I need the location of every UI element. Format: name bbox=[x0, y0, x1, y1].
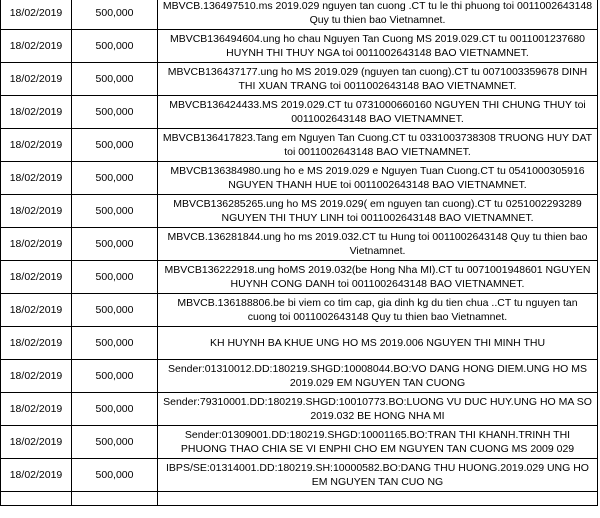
date-cell: 18/02/2019 bbox=[1, 162, 72, 195]
date-cell: 18/02/2019 bbox=[1, 63, 72, 96]
amount-cell: 500,000 bbox=[72, 459, 158, 492]
date-cell: 18/02/2019 bbox=[1, 294, 72, 327]
amount-cell: 500,000 bbox=[72, 393, 158, 426]
description-cell: MBVCB136222918.ung hoMS 2019.032(be Hong Nha MI).CT tu 0071001948601 NGUYEN HUYNH CONG DANH toi 0011002643148 BAO VIETNAMNET. bbox=[158, 261, 598, 294]
date-cell: 18/02/2019 bbox=[1, 96, 72, 129]
amount-cell: 500,000 bbox=[72, 327, 158, 360]
amount-cell: 500,000 bbox=[72, 96, 158, 129]
transaction-table-body bbox=[1, 0, 598, 506]
empty-cell bbox=[1, 492, 72, 506]
date-cell: 18/02/2019 bbox=[1, 360, 72, 393]
table-row bbox=[1, 63, 598, 96]
table-row bbox=[1, 228, 598, 261]
date-cell: 18/02/2019 bbox=[1, 261, 72, 294]
date-cell: 18/02/2019 bbox=[1, 0, 72, 30]
date-cell: 18/02/2019 bbox=[1, 195, 72, 228]
date-cell: 18/02/2019 bbox=[1, 327, 72, 360]
amount-cell: 500,000 bbox=[72, 30, 158, 63]
amount-cell: 500,000 bbox=[72, 294, 158, 327]
amount-cell: 500,000 bbox=[72, 63, 158, 96]
description-cell: IBPS/SE:01314001.DD:180219.SH:10000582.BO:DANG THU HUONG.2019.029 UNG HO EM NGUYEN TAN CUO NG bbox=[158, 459, 598, 492]
table-row bbox=[1, 129, 598, 162]
description-cell: MBVCB136424433.MS 2019.029.CT tu 0731000660160 NGUYEN THI CHUNG THUY toi 0011002643148 BAO VIETNAMNET. bbox=[158, 96, 598, 129]
description-cell: MBVCB136384980.ung ho e MS 2019.029 e Nguyen Tuan Cuong.CT tu 0541000305916 NGUYEN THANH HUE toi 0011002643148 BAO VIETNAMNET. bbox=[158, 162, 598, 195]
amount-cell: 500,000 bbox=[72, 261, 158, 294]
table-row bbox=[1, 261, 598, 294]
amount-cell: 500,000 bbox=[72, 360, 158, 393]
description-cell: MBVCB.136281844.ung ho ms 2019.032.CT tu Hung toi 0011002643148 Quy tu thien bao Vietnamnet. bbox=[158, 228, 598, 261]
empty-cell bbox=[158, 492, 598, 506]
date-cell: 18/02/2019 bbox=[1, 459, 72, 492]
amount-cell: 500,000 bbox=[72, 426, 158, 459]
table-row bbox=[1, 360, 598, 393]
amount-cell: 500,000 bbox=[72, 228, 158, 261]
description-cell: Sender:01309001.DD:180219.SHGD:10001165.BO:TRAN THI KHANH.TRINH THI PHUONG THAO CHIA SE VI ENPHI CHO EM NGUYEN TAN CUONG MS 2009 029 bbox=[158, 426, 598, 459]
amount-cell: 500,000 bbox=[72, 195, 158, 228]
description-cell: MBVCB136417823.Tang em Nguyen Tan Cuong.CT tu 0331003738308 TRUONG HUY DAT toi 0011002643148 BAO VIETNAMNET. bbox=[158, 129, 598, 162]
amount-cell: 500,000 bbox=[72, 0, 158, 30]
date-cell: 18/02/2019 bbox=[1, 228, 72, 261]
description-cell: Sender:79310001.DD:180219.SHGD:10010773.BO:LUONG VU DUC HUY.UNG HO MA SO 2019.032 BE HONG NHA MI bbox=[158, 393, 598, 426]
table-row bbox=[1, 294, 598, 327]
table-row bbox=[1, 426, 598, 459]
description-cell: MBVCB136494604.ung ho chau Nguyen Tan Cuong MS 2019.029.CT tu 0011001237680 HUYNH THI THUY NGA toi 0011002643148 BAO VIETNAMNET. bbox=[158, 30, 598, 63]
date-cell: 18/02/2019 bbox=[1, 129, 72, 162]
date-cell: 18/02/2019 bbox=[1, 426, 72, 459]
description-cell: MBVCB.136188806.be bi viem co tim cap, gia dinh kg du tien chua ..CT tu nguyen tan cuong toi 0011002643148 Quy tu thien bao Vietnamnet. bbox=[158, 294, 598, 327]
table-row bbox=[1, 393, 598, 426]
date-cell: 18/02/2019 bbox=[1, 30, 72, 63]
table-row bbox=[1, 195, 598, 228]
table-row bbox=[1, 0, 598, 30]
description-cell: MBVCB136437177.ung ho MS 2019.029 (nguyen tan cuong).CT tu 0071003359678 DINH THI XUAN TRANG toi 0011002643148 BAO VIETNAMNET. bbox=[158, 63, 598, 96]
date-cell: 18/02/2019 bbox=[1, 393, 72, 426]
table-row bbox=[1, 459, 598, 492]
table-row bbox=[1, 96, 598, 129]
description-cell: MBVCB.136497510.ms 2019.029 nguyen tan cuong .CT tu le thi phuong toi 0011002643148 Quy tu thien bao Vietnamnet. bbox=[158, 0, 598, 30]
description-cell: KH HUYNH BA KHUE UNG HO MS 2019.006 NGUYEN THI MINH THU bbox=[158, 327, 598, 360]
table-row bbox=[1, 162, 598, 195]
description-cell: MBVCB136285265.ung ho MS 2019.029( em nguyen tan cuong).CT tu 0251002293289 NGUYEN THI THUY LINH toi 0011002643148 BAO VIETNAMNET. bbox=[158, 195, 598, 228]
description-cell: Sender:01310012.DD:180219.SHGD:10008044.BO:VO DANG HONG DIEM.UNG HO MS 2019.029 EM NGUYEN TAN CUONG bbox=[158, 360, 598, 393]
table-row-partial bbox=[1, 492, 598, 506]
table-row bbox=[1, 327, 598, 360]
amount-cell: 500,000 bbox=[72, 162, 158, 195]
table-row bbox=[1, 30, 598, 63]
amount-cell: 500,000 bbox=[72, 129, 158, 162]
empty-cell bbox=[72, 492, 158, 506]
